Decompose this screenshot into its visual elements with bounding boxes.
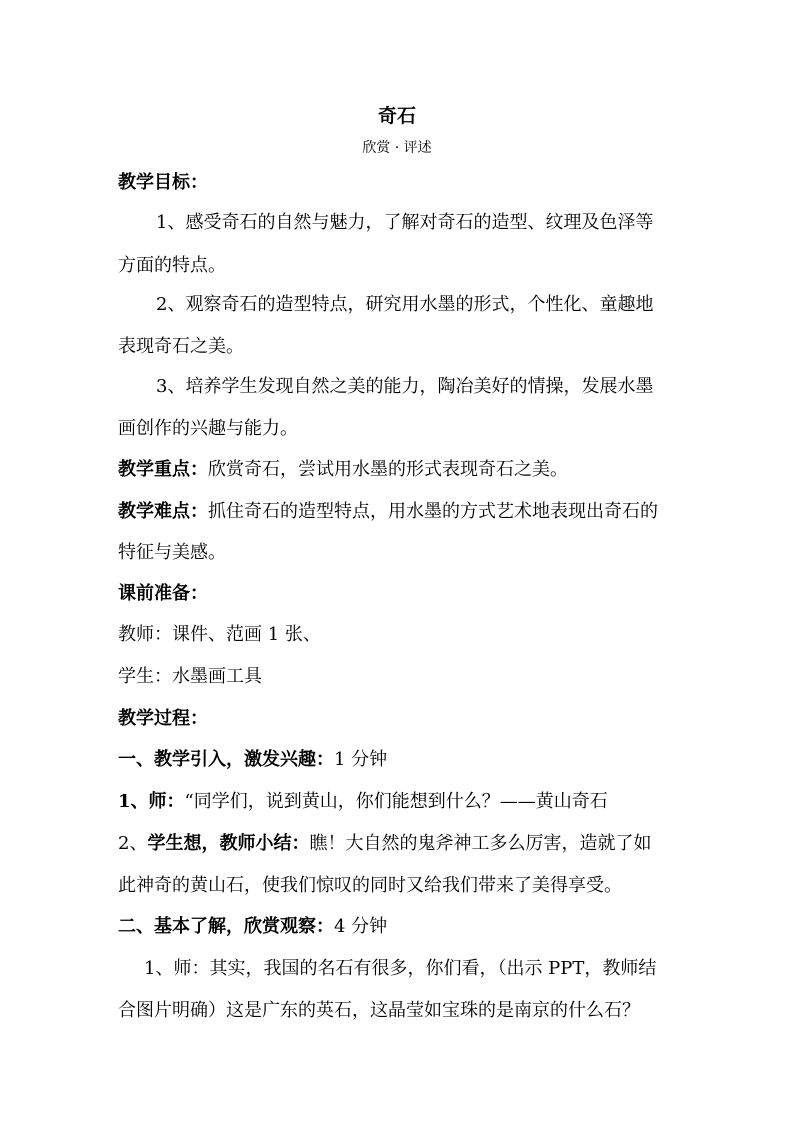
section-1-step-2: [118, 831, 651, 857]
objective-1-line-2: 方面的特点。: [118, 255, 226, 276]
key-point-label: 教学重点：: [118, 459, 208, 480]
document-title: 奇石: [377, 105, 416, 127]
section-2-heading: [118, 914, 387, 940]
section-1-step-1-label: 1、师：: [118, 791, 185, 812]
section-2-step-1-line-2: 合图片明确）这是广东的英石，这晶莹如宝珠的是南京的什么石？: [118, 1000, 640, 1021]
section-2-heading-bold: 二、基本了解，欣赏观察：: [118, 916, 334, 937]
difficulty-text-line-2: 特征与美感。: [118, 542, 226, 563]
key-point: [118, 457, 568, 483]
section-1-step-2-text-line-1: 瞧！大自然的鬼斧神工多么厉害，造就了如: [309, 833, 652, 854]
difficulty: [118, 499, 658, 525]
process-heading: 教学过程：: [118, 708, 208, 729]
section-2-step-1-line-1: 1、师：其实，我国的名石有很多，你们看，（出示 PPT，教师结: [144, 958, 657, 979]
objective-3-line-1: 3、培养学生发现自然之美的能力，陶冶美好的情操，发展水墨: [156, 376, 654, 397]
section-1-heading: [118, 747, 387, 773]
objective-2-line-2: 表现奇石之美。: [118, 336, 244, 357]
document-subtitle: 欣赏 · 评述: [362, 140, 432, 156]
difficulty-text-line-1: 抓住奇石的造型特点，用水墨的方式艺术地表现出奇石的: [208, 501, 658, 522]
preparation-heading: 课前准备：: [118, 583, 208, 604]
objective-1-line-1: 1、感受奇石的自然与魅力，了解对奇石的造型、纹理及色泽等: [156, 212, 654, 233]
section-2-heading-tail: 4 分钟: [334, 916, 388, 937]
section-1-step-2-label: 学生想，教师小结：: [147, 833, 310, 854]
section-1-step-2-text-line-2: 此神奇的黄山石，使我们惊叹的同时又给我们带来了美得享受。: [118, 875, 622, 896]
objective-3-line-2: 画创作的兴趣与能力。: [118, 418, 298, 439]
section-1-step-1-text: “同学们，说到黄山，你们能想到什么？——黄山奇石: [184, 791, 608, 812]
objectives-heading: 教学目标：: [118, 172, 208, 193]
preparation-student: 学生：水墨画工具: [118, 666, 262, 687]
section-1-step-1: [118, 789, 608, 815]
section-1-heading-tail: 1 分钟: [334, 749, 388, 770]
section-1-step-2-prefix: 2、: [118, 833, 148, 854]
difficulty-label: 教学难点：: [118, 501, 208, 522]
key-point-text: 欣赏奇石，尝试用水墨的形式表现奇石之美。: [208, 459, 568, 480]
section-1-heading-bold: 一、教学引入，激发兴趣：: [118, 749, 334, 770]
preparation-teacher: 教师：课件、范画 1 张、: [118, 624, 321, 645]
objective-2-line-1: 2、观察奇石的造型特点，研究用水墨的形式，个性化、童趣地: [156, 294, 654, 315]
